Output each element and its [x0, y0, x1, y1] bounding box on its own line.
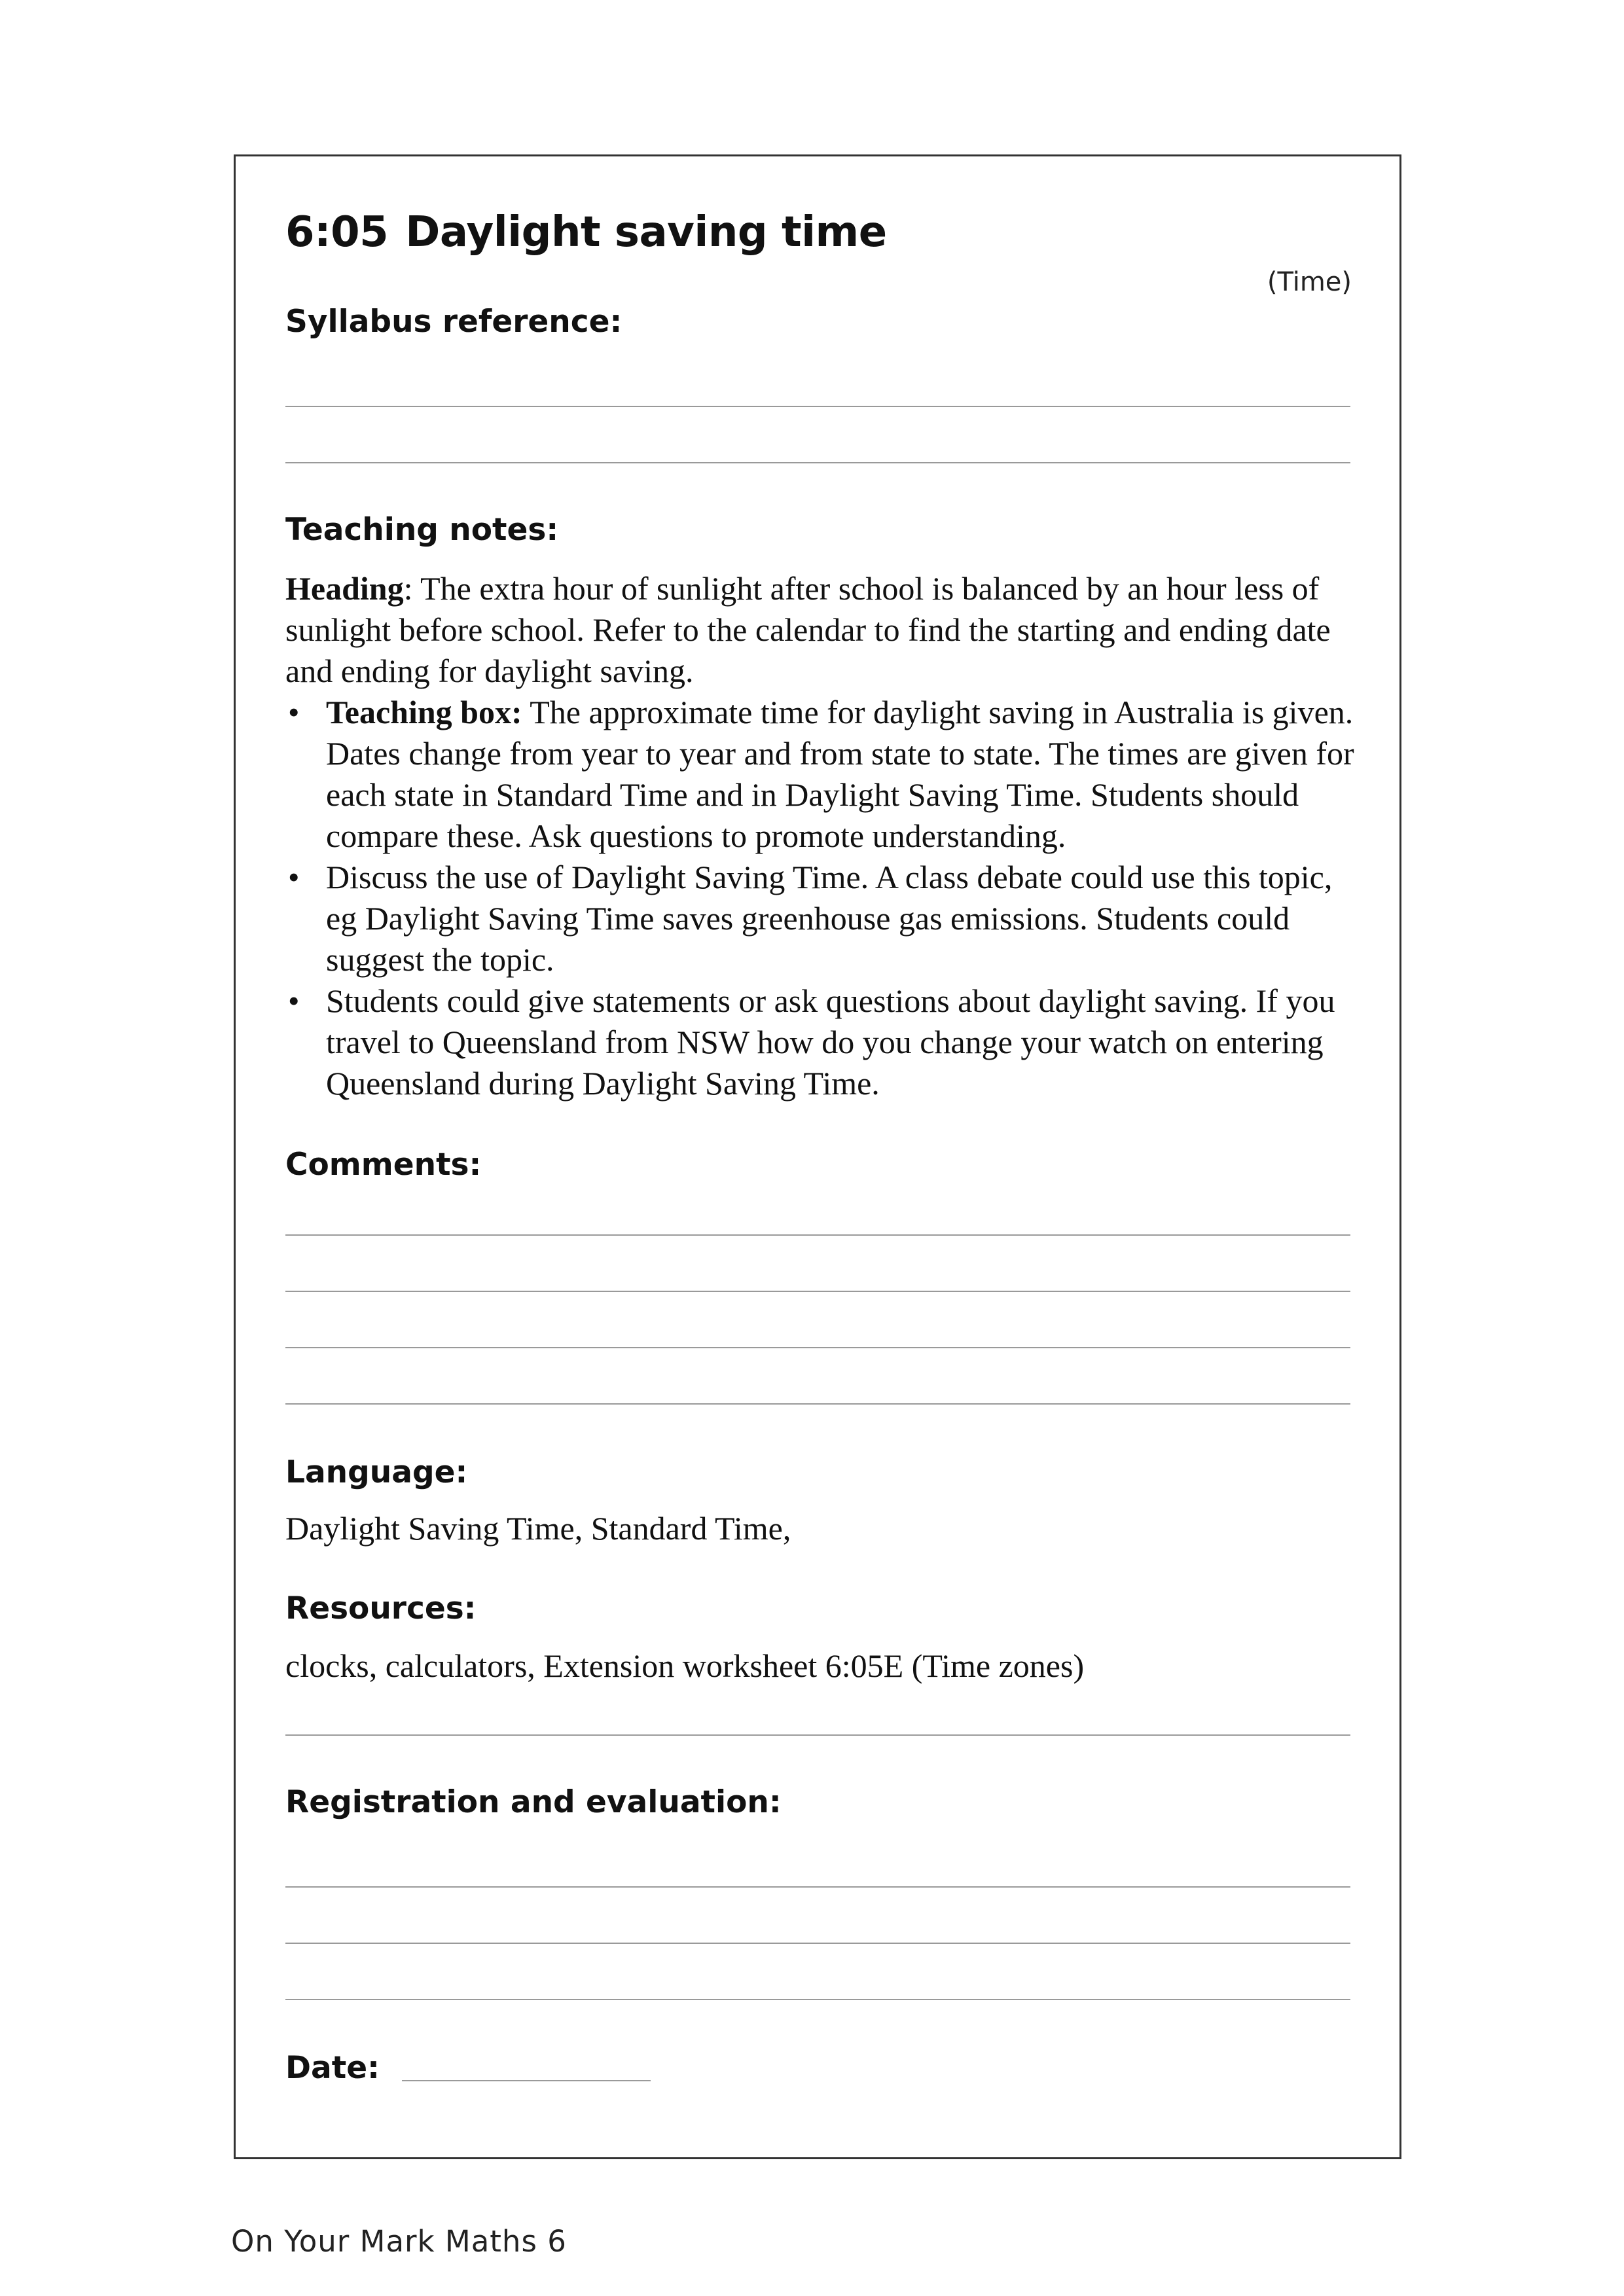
teaching-notes-list: [285, 692, 1359, 1104]
resources-text: clocks, calculators, Extension worksheet 6:05E (Time zones): [285, 1647, 1085, 1684]
lesson-title: Daylight saving time: [405, 208, 887, 257]
registration-heading: Registration and evaluation:: [285, 1784, 782, 1820]
comments-line-1[interactable]: [285, 1234, 1350, 1236]
bullet-text: Discuss the use of Daylight Saving Time. A class debate could use this topic, eg Daylight Saving Time saves greenhouse gas emissions. Students could suggest the topic.: [326, 859, 1333, 978]
resources-heading: Resources:: [285, 1590, 477, 1626]
lesson-number: 6:05: [285, 208, 389, 257]
teaching-notes-heading: Teaching notes:: [285, 512, 559, 548]
syllabus-line-2[interactable]: [285, 462, 1350, 463]
comments-line-4[interactable]: [285, 1403, 1350, 1405]
bullet-bold: Teaching box:: [326, 694, 522, 730]
bullet-text: The approximate time for daylight saving in Australia is given. Dates change from year to year and from state to state. The times are given for each state in Standard Time and in Daylight Saving Time. Students should compare these. Ask questions to promote understanding.: [326, 694, 1354, 854]
comments-line-2[interactable]: [285, 1291, 1350, 1292]
bullet-text: Students could give statements or ask questions about daylight saving. If you travel to Queensland from NSW how do you change your watch on entering Queensland during Daylight Saving Time.: [326, 982, 1335, 1102]
syllabus-line-1[interactable]: [285, 406, 1350, 407]
language-text: Daylight Saving Time, Standard Time,: [285, 1510, 791, 1547]
page-title: [285, 208, 887, 257]
syllabus-heading: Syllabus reference:: [285, 304, 623, 340]
footer-text: On Your Mark Maths 6: [231, 2224, 567, 2259]
registration-line-3[interactable]: [285, 1999, 1350, 2000]
list-item: [285, 980, 1359, 1104]
heading-text: : The extra hour of sunlight after school is balanced by an hour less of sunlight before school. Refer to the calendar to find the starting and ending date and ending for daylight saving.: [285, 570, 1331, 689]
registration-line-2[interactable]: [285, 1943, 1350, 1944]
heading-label: Heading: [285, 570, 404, 607]
registration-line-1[interactable]: [285, 1886, 1350, 1888]
list-item: [285, 692, 1359, 857]
resources-line[interactable]: [285, 1734, 1350, 1736]
comments-line-3[interactable]: [285, 1347, 1350, 1348]
comments-heading: Comments:: [285, 1147, 482, 1183]
teaching-notes-body: [285, 568, 1359, 1104]
heading-paragraph: [285, 568, 1359, 692]
list-item: [285, 857, 1359, 980]
date-label: Date:: [285, 2050, 380, 2086]
topic-label: (Time): [1267, 267, 1352, 297]
date-field-line[interactable]: [402, 2080, 651, 2081]
language-heading: Language:: [285, 1454, 468, 1490]
